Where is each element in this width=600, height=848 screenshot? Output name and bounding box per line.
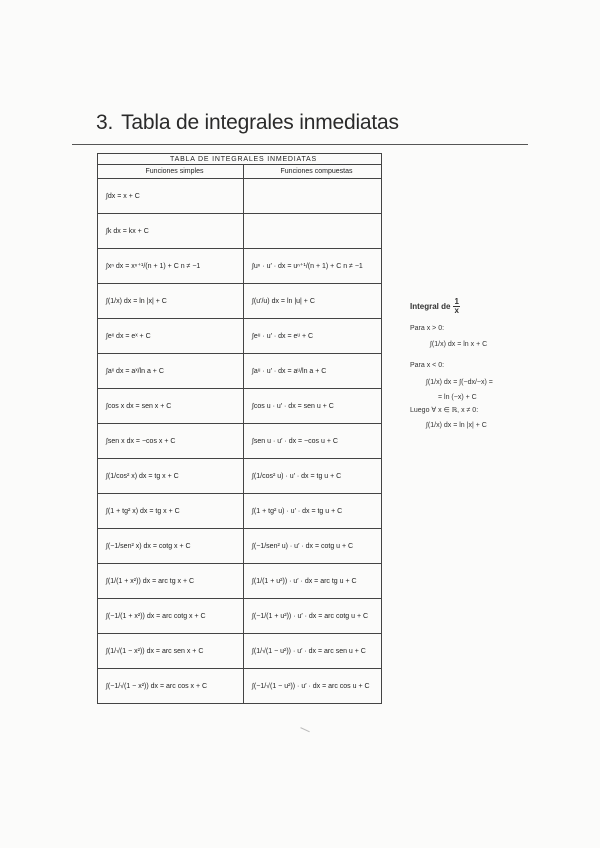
conclusion-label: Luego ∀ x ∈ ℝ, x ≠ 0:	[410, 407, 479, 414]
table-row	[98, 214, 382, 249]
compound-formula: ∫aᵘ · u′ · dx = aᵘ/ln a + C	[244, 354, 382, 389]
compound-formula	[244, 214, 382, 249]
case-negative-result: = ln (−x) + C	[438, 394, 477, 401]
compound-formula: ∫(1/(1 + u²)) · u′ · dx = arc tg u + C	[244, 564, 382, 599]
simple-formula: ∫(1/x) dx = ln |x| + C	[98, 284, 244, 319]
table-row	[98, 599, 382, 634]
case-positive-formula: ∫(1/x) dx = ln x + C	[430, 341, 488, 348]
table-row	[98, 179, 382, 214]
table-row	[98, 669, 382, 704]
compound-formula: ∫(1/√(1 − u²)) · u′ · dx = arc sen u + C	[244, 634, 382, 669]
table-row	[98, 459, 382, 494]
case-negative-formula: ∫(1/x) dx = ∫(−dx/−x) =	[426, 379, 493, 386]
column-header-simple: Funciones simples	[98, 165, 244, 179]
compound-formula: ∫(1 + tg² u) · u′ · dx = tg u + C	[244, 494, 382, 529]
simple-formula: ∫sen x dx = −cos x + C	[98, 424, 244, 459]
simple-formula: ∫(1/√(1 − x²)) dx = arc sen x + C	[98, 634, 244, 669]
table-row	[98, 424, 382, 459]
side-note-title	[410, 298, 493, 315]
table-row	[98, 634, 382, 669]
simple-formula: ∫(−1/sen² x) dx = cotg x + C	[98, 529, 244, 564]
title-fraction	[453, 298, 459, 315]
table-row	[98, 389, 382, 424]
simple-formula: ∫(1/(1 + x²)) dx = arc tg x + C	[98, 564, 244, 599]
simple-formula: ∫k dx = kx + C	[98, 214, 244, 249]
compound-formula: ∫(1/cos² u) · u′ · dx = tg u + C	[244, 459, 382, 494]
integrals-table	[97, 153, 382, 704]
compound-formula	[244, 179, 382, 214]
simple-formula: ∫(−1/(1 + x²)) dx = arc cotg x + C	[98, 599, 244, 634]
compound-formula: ∫cos u · u′ · dx = sen u + C	[244, 389, 382, 424]
simple-formula: ∫(−1/√(1 − x²)) dx = arc cos x + C	[98, 669, 244, 704]
simple-formula: ∫(1 + tg² x) dx = tg x + C	[98, 494, 244, 529]
heading-rule	[72, 144, 528, 145]
side-note-title-text: Integral de	[410, 301, 451, 311]
simple-formula: ∫aˣ dx = aˣ/ln a + C	[98, 354, 244, 389]
table-row	[98, 354, 382, 389]
simple-formula: ∫dx = x + C	[98, 179, 244, 214]
title-fraction-denominator: x	[454, 306, 459, 315]
column-header-compound: Funciones compuestas	[244, 165, 382, 179]
compound-formula: ∫eᵘ · u′ · dx = eᵘ + C	[244, 319, 382, 354]
table-row	[98, 319, 382, 354]
simple-formula: ∫xⁿ dx = xⁿ⁺¹/(n + 1) + C n ≠ −1	[98, 249, 244, 284]
table-title: TABLA DE INTEGRALES INMEDIATAS	[98, 154, 382, 165]
compound-formula: ∫uⁿ · u′ · dx = uⁿ⁺¹/(n + 1) + C n ≠ −1	[244, 249, 382, 284]
case-positive-label: Para x > 0:	[410, 325, 445, 332]
simple-formula: ∫(1/cos² x) dx = tg x + C	[98, 459, 244, 494]
title-fraction-numerator: 1	[454, 297, 459, 306]
simple-formula: ∫eˣ dx = eˣ + C	[98, 319, 244, 354]
compound-formula: ∫(−1/√(1 − u²)) · u′ · dx = arc cos u + C	[244, 669, 382, 704]
section-title: Tabla de integrales inmediatas	[121, 111, 399, 134]
conclusion-formula: ∫(1/x) dx = ln |x| + C	[426, 422, 487, 429]
table-row	[98, 284, 382, 319]
side-note	[410, 298, 493, 429]
table-row	[98, 494, 382, 529]
compound-formula: ∫(−1/(1 + u²)) · u′ · dx = arc cotg u + C	[244, 599, 382, 634]
table-row	[98, 529, 382, 564]
table-row	[98, 249, 382, 284]
case-negative-label: Para x < 0:	[410, 362, 445, 369]
section-heading	[96, 111, 399, 135]
scan-mark	[298, 727, 310, 737]
compound-formula: ∫(−1/sen² u) · u′ · dx = cotg u + C	[244, 529, 382, 564]
section-number: 3.	[96, 111, 114, 134]
compound-formula: ∫sen u · u′ · dx = −cos u + C	[244, 424, 382, 459]
table-row	[98, 564, 382, 599]
compound-formula: ∫(u′/u) dx = ln |u| + C	[244, 284, 382, 319]
simple-formula: ∫cos x dx = sen x + C	[98, 389, 244, 424]
